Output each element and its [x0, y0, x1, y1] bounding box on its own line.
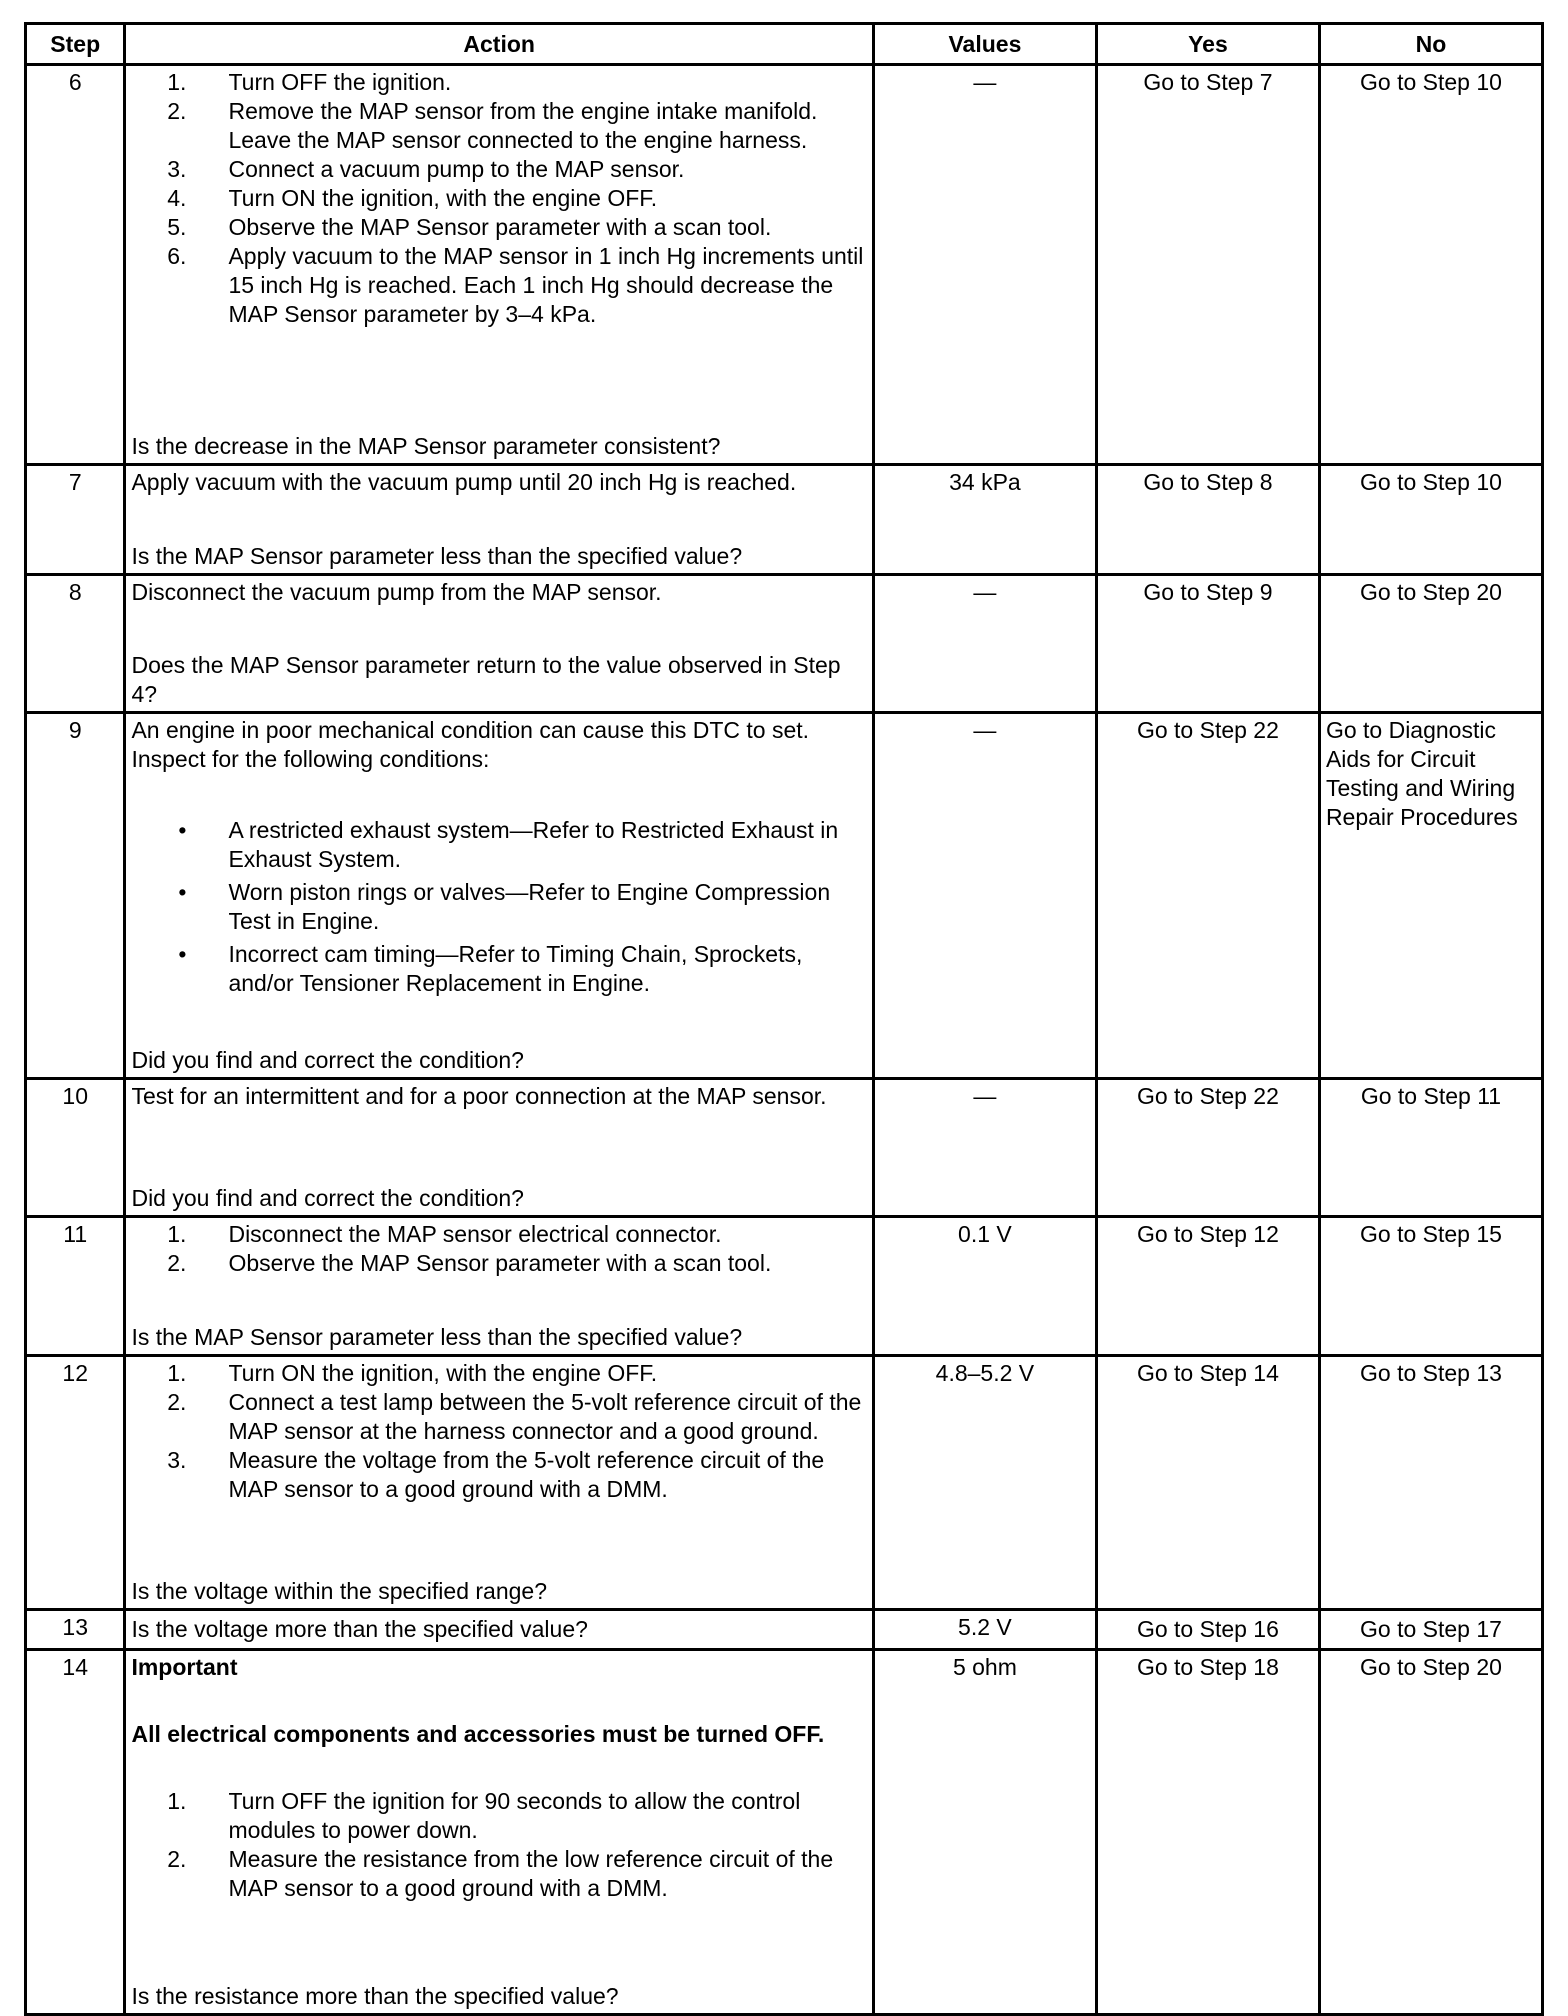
yes-cell: Go to Step 16	[1096, 1610, 1319, 1650]
list-item: 3. Measure the voltage from the 5-volt reference circuit of the MAP sensor to a good ground with a DMM.	[167, 1447, 825, 1502]
action-question: Is the voltage more than the specified value?	[131, 1616, 588, 1642]
value-cell: 34 kPa	[873, 465, 1096, 575]
action-cell	[125, 713, 873, 1079]
action-steps-list	[131, 1220, 866, 1278]
action-question: Did you find and correct the condition?	[131, 1047, 524, 1073]
value-cell: —	[873, 713, 1096, 1079]
action-cell	[125, 65, 873, 465]
action-question: Is the MAP Sensor parameter less than the specified value?	[131, 543, 743, 569]
value-cell: —	[873, 575, 1096, 713]
action-cell	[125, 1356, 873, 1610]
step-number: 8	[26, 575, 125, 713]
list-item: 1. Disconnect the MAP sensor electrical connector.	[167, 1221, 722, 1247]
value-cell: —	[873, 1079, 1096, 1217]
step-number: 6	[26, 65, 125, 465]
step-number: 10	[26, 1079, 125, 1217]
table-row	[26, 713, 1543, 1079]
action-question: Is the resistance more than the specified value?	[131, 1983, 619, 2009]
action-steps-list	[131, 68, 866, 329]
action-question: Is the MAP Sensor parameter less than the specified value?	[131, 1324, 743, 1350]
step-number: 13	[26, 1610, 125, 1650]
table-row	[26, 65, 1543, 465]
list-item: • A restricted exhaust system—Refer to Restricted Exhaust in Exhaust System.	[178, 817, 839, 872]
action-cell	[125, 1650, 873, 2015]
list-item: 5. Observe the MAP Sensor parameter with a scan tool.	[167, 214, 772, 240]
value-cell: 5 ohm	[873, 1650, 1096, 2015]
list-item: • Incorrect cam timing—Refer to Timing Chain, Sprockets, and/or Tensioner Replacement in Engine.	[178, 941, 803, 996]
yes-cell: Go to Step 14	[1096, 1356, 1319, 1610]
action-cell	[125, 575, 873, 713]
list-item: 6. Apply vacuum to the MAP sensor in 1 inch Hg increments until 15 inch Hg is reached. Each 1 inch Hg should decrease the MAP Sensor parameter by 3–4 kPa.	[167, 243, 864, 327]
header-values: Values	[873, 24, 1096, 65]
action-cell	[125, 1079, 873, 1217]
list-item: 2. Measure the resistance from the low reference circuit of the MAP sensor to a good ground with a DMM.	[167, 1846, 834, 1901]
table-row	[26, 1356, 1543, 1610]
yes-cell: Go to Step 22	[1096, 1079, 1319, 1217]
yes-cell: Go to Step 22	[1096, 713, 1319, 1079]
value-cell: 4.8–5.2 V	[873, 1356, 1096, 1610]
step-number: 12	[26, 1356, 125, 1610]
no-cell: Go to Step 20	[1319, 1650, 1542, 2015]
list-item: 1. Turn OFF the ignition.	[167, 69, 452, 95]
header-step: Step	[26, 24, 125, 65]
action-question: Did you find and correct the condition?	[131, 1185, 524, 1211]
yes-cell: Go to Step 7	[1096, 65, 1319, 465]
action-intro: Disconnect the vacuum pump from the MAP sensor.	[131, 579, 662, 605]
list-item: 3. Connect a vacuum pump to the MAP sensor.	[167, 156, 685, 182]
condition-list	[131, 816, 866, 998]
header-yes: Yes	[1096, 24, 1319, 65]
no-cell: Go to Step 11	[1319, 1079, 1542, 1217]
action-question: Does the MAP Sensor parameter return to the value observed in Step 4?	[131, 652, 841, 707]
table-header-row	[26, 24, 1543, 65]
header-action: Action	[125, 24, 873, 65]
list-item: • Worn piston rings or valves—Refer to Engine Compression Test in Engine.	[178, 879, 831, 934]
table-row	[26, 575, 1543, 713]
action-question: Is the voltage within the specified range?	[131, 1578, 547, 1604]
no-cell: Go to Step 10	[1319, 465, 1542, 575]
yes-cell: Go to Step 18	[1096, 1650, 1319, 2015]
diagnostic-table	[24, 22, 1544, 2016]
value-cell: 5.2 V	[873, 1610, 1096, 1650]
table-row	[26, 465, 1543, 575]
action-cell	[125, 465, 873, 575]
no-cell: Go to Step 20	[1319, 575, 1542, 713]
yes-cell: Go to Step 8	[1096, 465, 1319, 575]
step-number: 7	[26, 465, 125, 575]
diagnostic-table-container	[24, 22, 1544, 2016]
table-row	[26, 1079, 1543, 1217]
table-row	[26, 1217, 1543, 1356]
list-item: 1. Turn ON the ignition, with the engine OFF.	[167, 1360, 658, 1386]
value-cell: —	[873, 65, 1096, 465]
header-no: No	[1319, 24, 1542, 65]
no-cell: Go to Step 10	[1319, 65, 1542, 465]
list-item: 4. Turn ON the ignition, with the engine OFF.	[167, 185, 658, 211]
list-item: 2. Remove the MAP sensor from the engine intake manifold. Leave the MAP sensor connected to the engine harness.	[167, 98, 818, 153]
no-cell: Go to Step 17	[1319, 1610, 1542, 1650]
yes-cell: Go to Step 9	[1096, 575, 1319, 713]
important-title: Important	[131, 1654, 238, 1680]
action-intro: An engine in poor mechanical condition can cause this DTC to set. Inspect for the following conditions:	[131, 717, 810, 772]
action-steps-list	[131, 1359, 866, 1504]
action-steps-list	[131, 1787, 866, 1903]
action-intro: Apply vacuum with the vacuum pump until 20 inch Hg is reached.	[131, 469, 797, 495]
action-cell	[125, 1610, 873, 1650]
no-cell: Go to Step 15	[1319, 1217, 1542, 1356]
no-cell: Go to Diagnostic Aids for Circuit Testing and Wiring Repair Procedures	[1319, 713, 1542, 1079]
yes-cell: Go to Step 12	[1096, 1217, 1319, 1356]
step-number: 14	[26, 1650, 125, 2015]
table-row	[26, 1650, 1543, 2015]
list-item: 1. Turn OFF the ignition for 90 seconds to allow the control modules to power down.	[167, 1788, 801, 1843]
no-cell: Go to Step 13	[1319, 1356, 1542, 1610]
value-cell: 0.1 V	[873, 1217, 1096, 1356]
action-intro: Test for an intermittent and for a poor connection at the MAP sensor.	[131, 1083, 827, 1109]
action-cell	[125, 1217, 873, 1356]
list-item: 2. Connect a test lamp between the 5-volt reference circuit of the MAP sensor at the harness connector and a good ground.	[167, 1389, 862, 1444]
step-number: 11	[26, 1217, 125, 1356]
list-item: 2. Observe the MAP Sensor parameter with a scan tool.	[167, 1250, 772, 1276]
important-text: All electrical components and accessories must be turned OFF.	[131, 1721, 825, 1747]
table-row	[26, 1610, 1543, 1650]
action-question: Is the decrease in the MAP Sensor parameter consistent?	[131, 433, 721, 459]
step-number: 9	[26, 713, 125, 1079]
